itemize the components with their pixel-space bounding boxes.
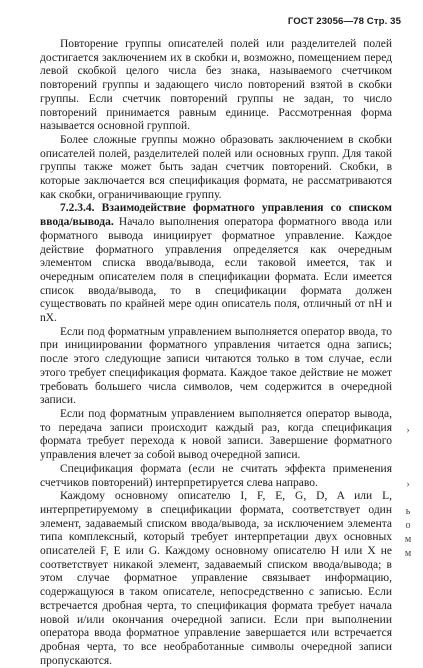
paragraph-input-operator: Если под форматным управлением выполняется оператор ввода, то при инициировании форматного управления читается одна запись; после этого следующие записи читаются только в том случае, если этого требует спецификация формата. Каждое такое действие не может требовать большего числа символов, чем содержится в очередной записи. — [40, 325, 392, 407]
paragraph-group-repetition: Повторение группы описателей полей или разделителей полей достигается заключением их в скобки и, возможно, помещением перед левой скобкой целого числа без знака, называемого счетчиком повторений группы и задающего число повторений взятой в скобки группы. Если счетчик повторений группы не задан, то число повторений принимается равным единице. Рассмотренная форма называется основной группой. — [40, 38, 392, 133]
margin-mark: ь — [405, 506, 411, 518]
paragraph-section-7-2-3-4 — [40, 202, 392, 325]
margin-marks — [402, 424, 414, 560]
section-body: Начало выполнения оператора форматного ввода или форматного вывода инициирует форматное управление. Каждое действие форматного управления определяется как очередным элементом списка ввода/вывода, если таковой имеется, так и очередным описателем поля в спецификации формата. Если имеется список ввода/вывода, то в спецификации формата должен существовать по крайней мере один описатель поля, отличный от nH и nX. — [40, 216, 392, 325]
margin-mark: о — [405, 520, 411, 532]
paragraph-complex-groups: Более сложные группы можно образовать заключением в скобки описателей полей, разделителей полей или основных групп. Для такой группы также может быть задан счетчик повторений. Скобки, в которые заключается вся спецификация формата, не рассматриваются как скобки, ограничивающие группу. — [40, 133, 392, 201]
margin-mark: м — [404, 533, 412, 545]
section-title: 7.2.3.4. Взаимодействие форматного управления со списком ввода/вывода. — [40, 202, 392, 229]
paragraph-output-operator: Если под форматным управлением выполняется оператор вывода, то передача записи происходит каждый раз, когда спецификация формата требует перехода к новой записи. Завершение форматного управления влечет за собой вывод очередной записи. — [40, 407, 392, 462]
margin-mark: м — [404, 547, 412, 559]
page-header: ГОСТ 23056—78 Стр. 35 — [287, 16, 401, 27]
margin-mark: › — [406, 425, 410, 436]
paragraph-descriptors: Каждому основному описателю I, F, E, G, D, A или L, интерпретируемому в спецификации формата, соответствует один элемент, задаваемый списком ввода/вывода, за исключением элемента типа комплексный, который требует интерпретации двух основных описателей F, E или G. Каждому основному описателю H или X не соответствует никакой элемент, задаваемый списком ввода/вывода; в этом случае форматное управление связывает информацию, содержащуюся в таком описателе, непосредственно с записью. Если встречается дробная черта, то спецификация формата требует начала новой и/или окончания очередной записи. Если при выполнении оператора ввода форматное управление завершается или встречается дробная черта, то все необработанные символы очередной записи пропускаются. — [40, 490, 392, 667]
margin-mark: › — [406, 478, 410, 490]
paragraph-left-to-right: Спецификация формата (если не считать эффекта применения счетчиков повторений) интерпретируется слева направо. — [40, 462, 392, 489]
page-body — [40, 38, 392, 668]
